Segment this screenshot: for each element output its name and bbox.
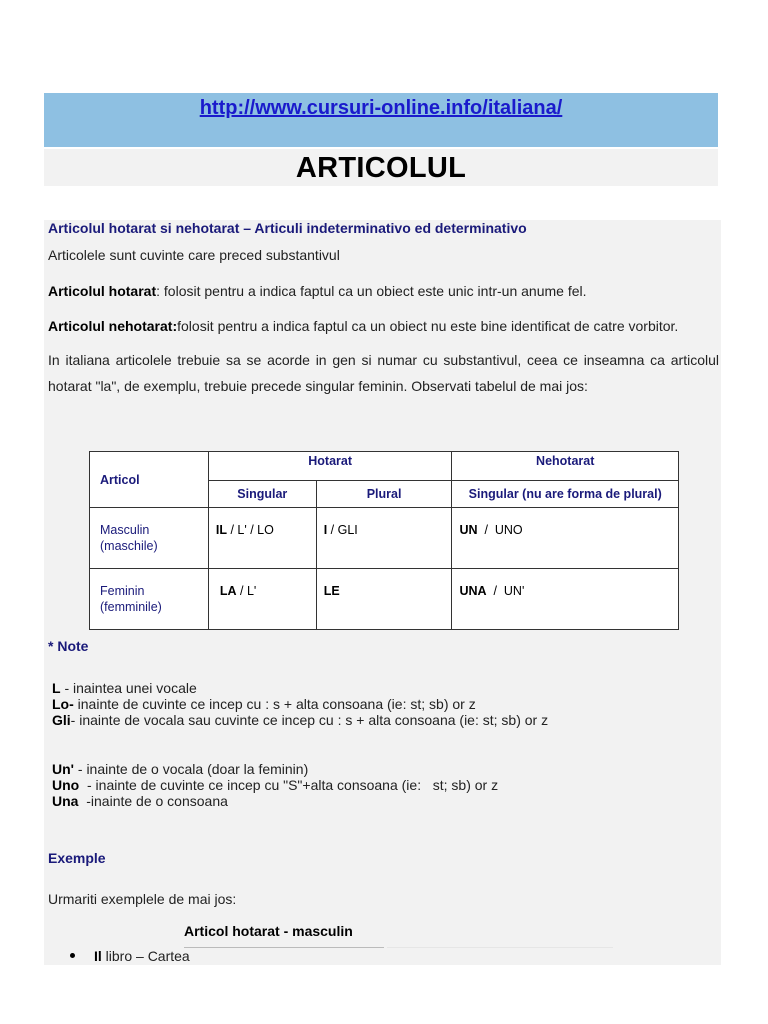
note-item: L - inaintea unei vocale <box>52 680 197 696</box>
table-row <box>90 569 679 630</box>
table-header-articol: Articol <box>90 452 209 508</box>
cell-feminin-plural: LE <box>316 569 452 630</box>
source-url-link[interactable]: http://www.cursuri-online.info/italiana/ <box>199 97 563 119</box>
cell-feminin-nehotarat: UNA / UN' <box>452 569 679 630</box>
source-url-banner <box>44 93 718 147</box>
agreement-paragraph: In italiana articolele trebuie sa se acorde in gen si numar cu substantivul, ceea ce inseamna ca articolul hotarat "la", de exemplu, trebuie precede singular feminin. Observati tabelul de mai jos: <box>48 352 719 394</box>
definition-hotarat <box>48 283 587 299</box>
cell-masculin-nehotarat: UN / UNO <box>452 508 679 569</box>
table-subheader-singular: Singular <box>208 481 316 508</box>
articles-table <box>89 451 679 630</box>
section-heading: Articolul hotarat si nehotarat – Articuli indeterminativo ed determinativo <box>48 220 527 236</box>
definition-hotarat-term: Articolul hotarat <box>48 283 157 299</box>
page-title: ARTICOLUL <box>295 152 467 184</box>
examples-intro: Urmariti exemplele de mai jos: <box>48 891 237 907</box>
note-item: Lo- inainte de cuvinte ce incep cu : s + alta consoana (ie: st; sb) or z <box>52 696 476 712</box>
divider <box>184 947 384 948</box>
cell-feminin-singular: LA / L' <box>208 569 316 630</box>
notes-heading: * Note <box>48 638 89 654</box>
note-item: Una -inainte de o consoana <box>52 793 228 809</box>
page-title-bar <box>44 149 718 186</box>
divider <box>387 947 613 948</box>
note-item: Gli- inainte de vocala sau cuvinte ce incep cu : s + alta consoana (ie: st; sb) or z <box>52 712 549 728</box>
cell-masculin-plural: I / GLI <box>316 508 452 569</box>
intro-line: Articolele sunt cuvinte care preced substantivul <box>48 247 340 263</box>
cell-masculin-singular: IL / L' / LO <box>208 508 316 569</box>
row-label-feminin: Feminin (femminile) <box>90 569 209 630</box>
definition-hotarat-text: : folosit pentru a indica faptul ca un obiect este unic intr-un anume fel. <box>156 283 587 299</box>
table-header-hotarat: Hotarat <box>208 452 452 481</box>
row-label-masculin: Masculin (maschile) <box>90 508 209 569</box>
definition-nehotarat-term: Articolul nehotarat: <box>48 318 178 334</box>
note-item: Uno - inainte de cuvinte ce incep cu "S"+alta consoana (ie: st; sb) or z <box>52 777 499 793</box>
table-header-nehotarat: Nehotarat <box>452 452 679 481</box>
bullet-icon <box>70 953 75 958</box>
examples-subheading: Articol hotarat - masculin <box>184 923 353 939</box>
examples-heading: Exemple <box>48 850 106 866</box>
table-row <box>90 508 679 569</box>
table-subheader-plural: Plural <box>316 481 452 508</box>
content-area <box>44 220 721 965</box>
definition-nehotarat-text: folosit pentru a indica faptul ca un obiect nu este bine identificat de catre vorbitor. <box>177 318 679 334</box>
definition-nehotarat <box>48 318 678 334</box>
list-item: Il libro – Cartea <box>94 948 190 964</box>
note-item: Un' - inainte de o vocala (doar la feminin) <box>52 761 309 777</box>
table-subheader-nehotarat-singular: Singular (nu are forma de plural) <box>452 481 679 508</box>
